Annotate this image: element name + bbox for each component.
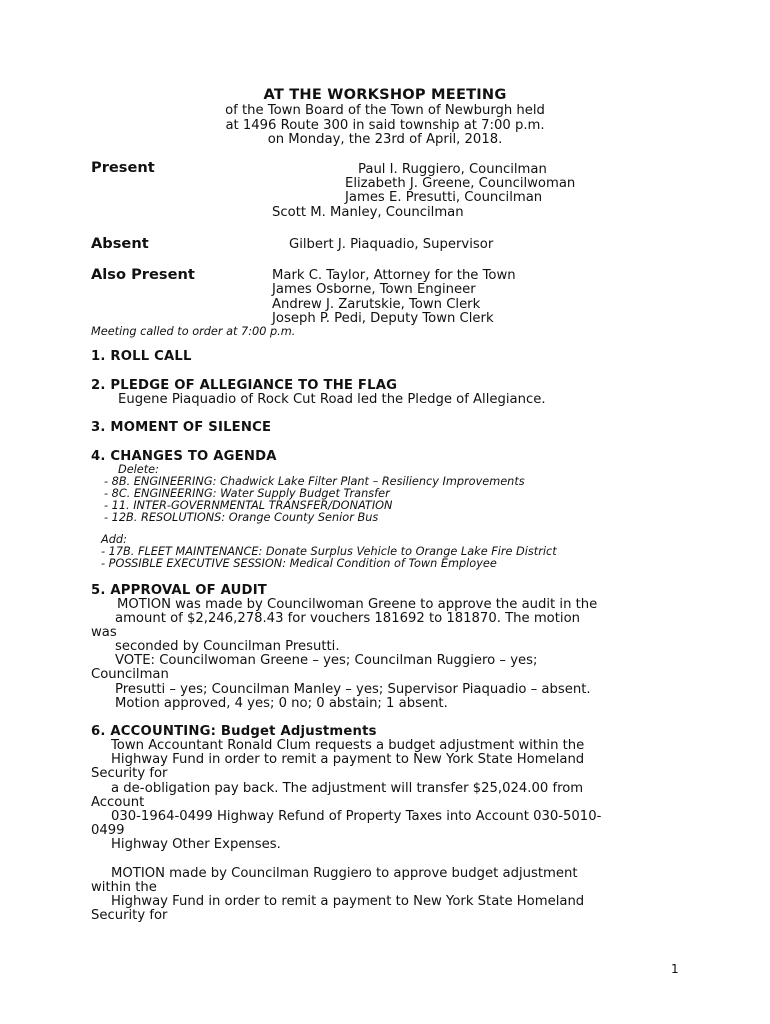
agenda-add-item: - POSSIBLE EXECUTIVE SESSION: Medical Condition of Town Employee (101, 557, 497, 570)
section-heading-roll-call: 1. ROLL CALL (91, 349, 192, 364)
agenda-add-label: Add: (101, 533, 127, 546)
call-to-order: Meeting called to order at 7:00 p.m. (91, 325, 296, 338)
header-line-2: at 1496 Route 300 in said township at 7:00 p.m. (225, 118, 545, 133)
accounting-text-line: Security for (91, 766, 168, 781)
present-member: Scott M. Manley, Councilman (272, 205, 464, 220)
agenda-delete-item: - 8C. ENGINEERING: Water Supply Budget Transfer (104, 487, 390, 500)
section-heading-audit: 5. APPROVAL OF AUDIT (91, 583, 268, 598)
agenda-delete-item: - 8B. ENGINEERING: Chadwick Lake Filter Plant – Resiliency Improvements (104, 475, 525, 488)
audit-text-line: seconded by Councilman Presutti. (115, 639, 340, 654)
present-member: James E. Presutti, Councilman (345, 190, 543, 205)
section-heading-agenda: 4. CHANGES TO AGENDA (91, 449, 277, 464)
accounting-text-line: within the (91, 880, 157, 895)
audit-text-line: Presutti – yes; Councilman Manley – yes; Supervisor Piaquadio – absent. (115, 682, 591, 697)
accounting-text-line: Highway Fund in order to remit a payment to New York State Homeland (111, 752, 585, 767)
accounting-text-line: 0499 (91, 823, 125, 838)
section-heading-silence: 3. MOMENT OF SILENCE (91, 420, 272, 435)
audit-text-line: was (91, 625, 117, 640)
absent-member: Gilbert J. Piaquadio, Supervisor (289, 237, 494, 252)
pledge-text: Eugene Piaquadio of Rock Cut Road led the Pledge of Allegiance. (118, 392, 546, 407)
header-line-3: on Monday, the 23rd of April, 2018. (267, 132, 503, 147)
present-label: Present (91, 159, 155, 176)
document-title: AT THE WORKSHOP MEETING (263, 86, 507, 103)
audit-text-line: Councilman (91, 667, 169, 682)
absent-label: Absent (91, 235, 149, 252)
agenda-add-item: - 17B. FLEET MAINTENANCE: Donate Surplus Vehicle to Orange Lake Fire District (101, 545, 557, 558)
accounting-text-line: Highway Other Expenses. (111, 837, 281, 852)
accounting-text-line: Town Accountant Ronald Clum requests a budget adjustment within the (111, 738, 585, 753)
accounting-text-line: a de-obligation pay back. The adjustment will transfer $25,024.00 from (111, 781, 584, 796)
accounting-text-line: MOTION made by Councilman Ruggiero to approve budget adjustment (111, 866, 578, 881)
accounting-text-line: Security for (91, 908, 168, 923)
accounting-text-line: Account (91, 795, 145, 810)
also-present-label: Also Present (91, 266, 195, 283)
section-heading-accounting: 6. ACCOUNTING: Budget Adjustments (91, 724, 377, 739)
header-line-1: of the Town Board of the Town of Newburgh held (225, 103, 545, 118)
also-present-member: James Osborne, Town Engineer (272, 282, 476, 297)
audit-text-line: VOTE: Councilwoman Greene – yes; Councilman Ruggiero – yes; (115, 653, 538, 668)
agenda-delete-item: - 11. INTER-GOVERNMENTAL TRANSFER/DONATION (104, 499, 393, 512)
accounting-text-line: 030-1964-0499 Highway Refund of Property Taxes into Account 030-5010- (111, 809, 602, 824)
present-member: Elizabeth J. Greene, Councilwoman (345, 176, 576, 191)
agenda-delete-label: Delete: (118, 463, 159, 476)
section-heading-pledge: 2. PLEDGE OF ALLEGIANCE TO THE FLAG (91, 378, 398, 393)
present-member: Paul I. Ruggiero, Councilman (358, 162, 547, 177)
agenda-delete-item: - 12B. RESOLUTIONS: Orange County Senior Bus (104, 511, 379, 524)
also-present-member: Andrew J. Zarutskie, Town Clerk (272, 297, 481, 312)
audit-text-line: Motion approved, 4 yes; 0 no; 0 abstain; 1 absent. (115, 696, 448, 711)
audit-text-line: MOTION was made by Councilwoman Greene to approve the audit in the (117, 597, 598, 612)
also-present-member: Joseph P. Pedi, Deputy Town Clerk (272, 311, 494, 326)
also-present-member: Mark C. Taylor, Attorney for the Town (272, 268, 516, 283)
audit-text-line: amount of $2,246,278.43 for vouchers 181692 to 181870. The motion (115, 611, 580, 626)
page-number: 1 (671, 962, 679, 976)
accounting-text-line: Highway Fund in order to remit a payment to New York State Homeland (111, 894, 585, 909)
